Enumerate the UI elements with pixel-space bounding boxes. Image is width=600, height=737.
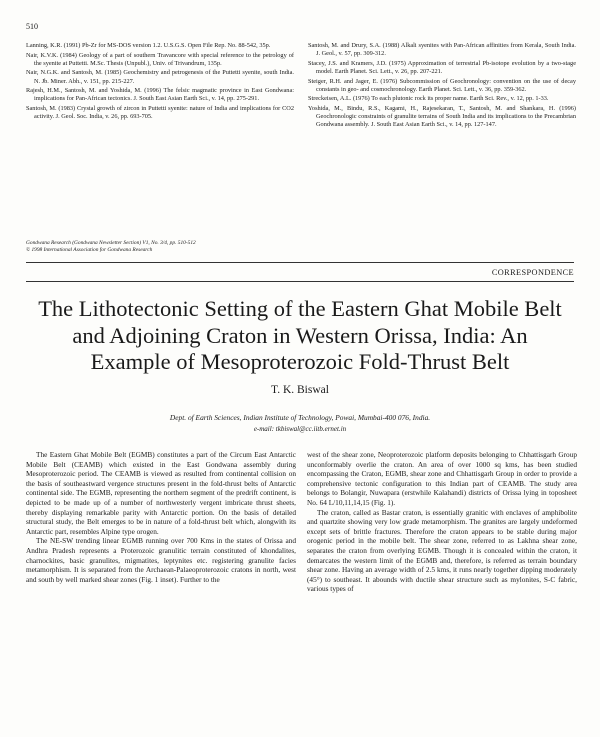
reference-entry: Nair, N.G.K. and Santosh, M. (1985) Geochemistry and petrogenesis of the Puttetti syenite, south India. N. Jb. Miner. Abh., v. 151, pp. 215-227. [26,69,294,85]
section-label: CORRESPONDENCE [491,268,574,277]
author-email: e-mail: tkbiswal@cc.iitb.ernet.in [253,425,347,433]
reference-entry: Yoshida, M., Bindu, R.S., Kagami, H., Rajesekaran, T., Santosh, M. and Shankara, H. (1996) Geochronologic constraints of granulite terrains of South India and its implications to the Precambrian Gondwana assembly. J. South East Asian Earth Sci., v. 14, pp. 127-147. [308,105,576,129]
references-right-column [308,42,576,131]
body-right-column [307,450,577,594]
author-name: T. K. Biswal [271,384,329,396]
paragraph: The craton, called as Bastar craton, is essentially granitic with enclaves of amphibolite and quartzite showing very low grade metamorphism. The granites are largely undeformed except sets of brittle fractures. Therefore the craton appears to be stable during major orogenic period in the mobile belt. The shear zone, referred to as Lakhna shear zone, separates the craton from overlying EGMB. Though it is concealed within the craton, it demarcates the western limit of the EGMB and, therefore, is referred as terrain boundary shear zone. Having an average width of 2.5 kms, it runs nearly together dipping moderately (45°) to southeast. It abounds with ductile shear structure such as mylonites, S-C fabric, various types of [307,507,577,594]
paragraph: The Eastern Ghat Mobile Belt (EGMB) constitutes a part of the Circum East Antarctic Mobile Belt (CEAMB) which existed in the East Gondwana assembly during Mesoproterozoic period. The CEAMB is viewed as resulted from continental collision on the basis of southeastward vergence structures present in the fold-thrust belts of Antarctic continental side. The EGMB, representing the northern segment of the predrift continent, is depicted to be made up of a number of northwesterly vergent imbricate thrust sheets, thereby displaying remarkable parity with Antarctic portion. On the basis of detailed structural study, the Belt emerges to be in nature of a fold-thrust belt which, alongwith its Antarctic part, resembles Alpine type orogen. [26,450,296,536]
author-affiliation: Dept. of Earth Sciences, Indian Institute of Technology, Powai, Mumbai-400 076, India. [169,413,431,422]
divider [26,262,574,263]
reference-entry: Nair, K.V.K. (1984) Geology of a part of southern Travancore with special reference to the petrology of the syenite at Puttetti. M.Sc. Thesis (Unpubl.), Univ. of Trivandrum, 135p. [26,51,294,67]
copyright-notice: © 1998 International Association for Gondwana Research [26,247,153,253]
reference-entry: Lanning, K.R. (1991) Pb-Zr for MS-DOS version 1.2. U.S.G.S. Open File Rep. No. 88-542, 35p. [26,42,271,49]
divider [26,281,574,282]
reference-entry: Santosh, M. (1983) Crystal growth of zircon in Puttetti syenite: nature of India and implications for CO2 activity. J. Geol. Soc. India, v. 26, pp. 693-705. [26,105,294,121]
reference-entry: Steiger, R.H. and Jager, E. (1976) Subcommission of Geochronology: convention on the use of decay constants in geo- and cosmochronology. Earth Planet. Sci. Lett., v. 36, pp. 359-362. [308,77,576,93]
article-title: The Lithotectonic Setting of the Eastern Ghat Mobile Belt and Adjoining Craton in Western Orissa, India: An Example of Mesoproterozoic Fold-Thrust Belt [38,296,562,374]
reference-entry: Rajesh, H.M., Santosh, M. and Yoshida, M. (1996) The felsic magmatic province in East Gondwana: implications for Pan-African tectonics. J. South East Asian Earth Sci., v. 14, pp. 275-291. [26,87,294,103]
references-left-column [26,42,294,123]
reference-entry: Streckeisen, A.L. (1976) To each plutonic rock its proper name. Earth Sci. Rev., v. 12, pp. 1-33. [308,95,549,103]
body-left-column [26,450,296,584]
journal-citation-note [26,240,326,254]
paragraph: The NE-SW trending linear EGMB running over 700 Kms in the states of Orissa and Andhra Pradesh represents a Proterozoic granulitic terrain constituted of khondalites, charnockites, basic granulites, migmatites, leptynites etc. registering granulite facies metamorphism. It is separated from the Archaean-Palaeoproterozoic cratons in north, west and south by well marked shear zones (Fig. 1 inset). Further to the [26,536,296,584]
reference-entry: Stacey, J.S. and Kramers, J.D. (1975) Approximation of terrestrial Pb-isotope evolution by a two-stage model. Earth Planet. Sci. Lett., v. 26, pp. 207-221. [308,59,576,75]
page-number: 510 [26,22,38,31]
reference-entry: Santosh, M. and Drury, S.A. (1988) Alkali syenites with Pan-African affinities from Kerala, South India. J. Geol., v. 57, pp. 309-312. [308,42,576,58]
journal-citation: Gondwana Research (Gondwana Newsletter Section) V1, No. 3/4, pp. 510-512 [26,240,196,246]
paragraph: west of the shear zone, Neoproterozoic platform deposits belonging to Chhattisgarh Group unconformably overlie the craton. An area of over 1000 sq kms, has been studied encompassing the Craton, EGMB, shear zone and Chhattisgarh Group in order to provide a comprehensive tectonic configuration to this Indian part of CEAMB. The study area belongs to Bolangir, Nuwapara (erstwhile Kalahandi) districts of Orissa lying in toposheet No. 64 L/10,11,14,15 (Fig. 1). [307,450,577,507]
